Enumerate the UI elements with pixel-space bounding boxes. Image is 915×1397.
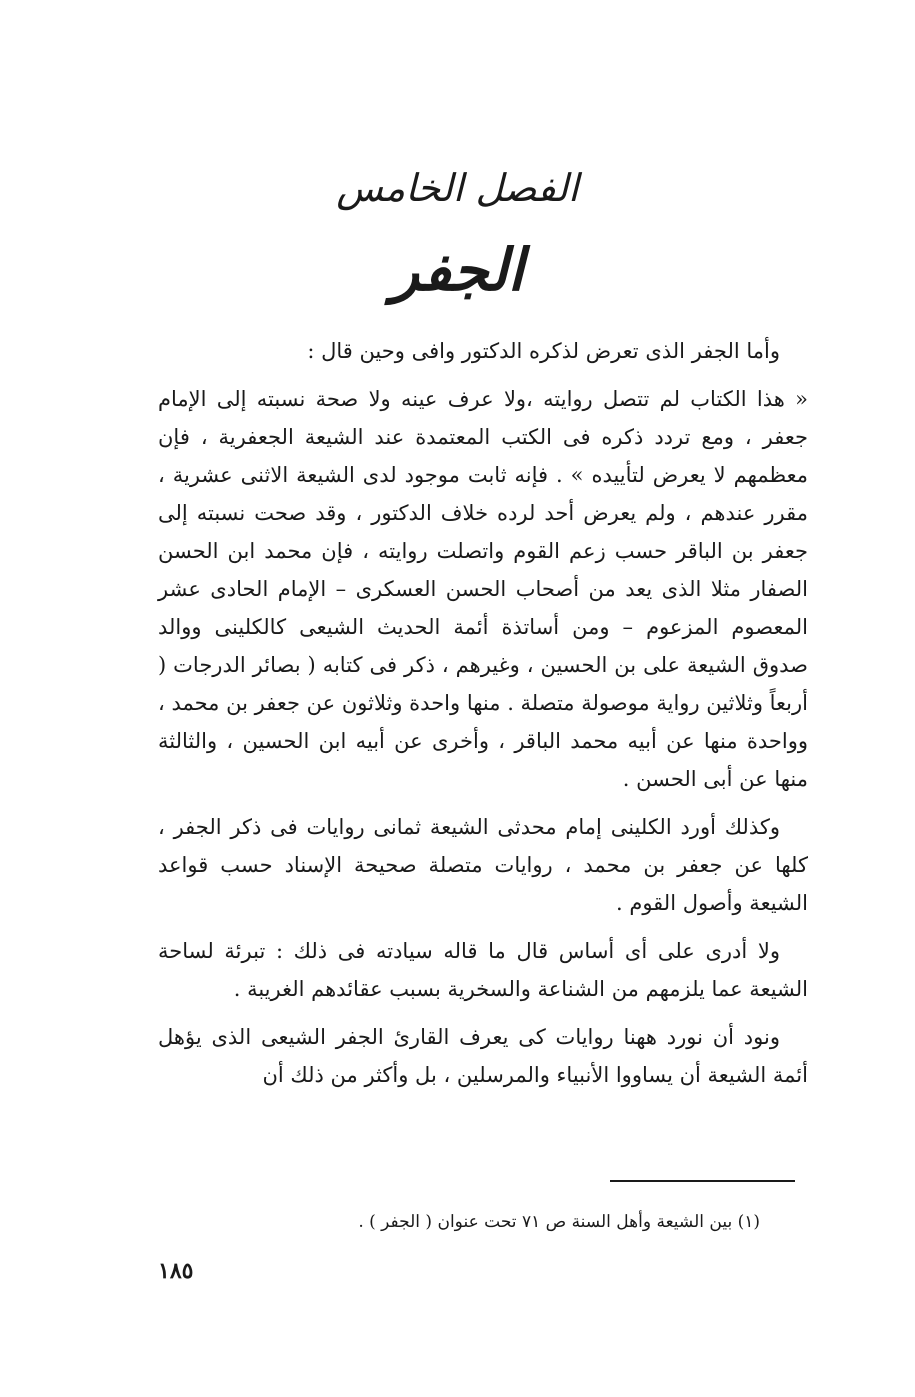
section-title: الجفر: [391, 236, 524, 304]
chapter-heading: الفصل الخامس: [336, 166, 579, 210]
body-text: [158, 332, 808, 1104]
paragraph-quote: « هذا الكتاب لم تتصل روايته ،ولا عرف عينه ولا صحة نسبته إلى الإمام جعفر ، ومع تردد ذكره فى الكتب المعتمدة عند الشيعة الجعفرية ، فإن معظمهم لا يعرض لتأييده » . فإنه ثابت موجود لدى الشيعة الاثنى عشرية ، مقرر عندهم ، ولم يعرض أحد لرده خلاف الدكتور ، وقد صحت نسبته إلى جعفر بن الباقر حسب زعم القوم واتصلت روايته ، فإن محمد ابن الحسن الصفار مثلا الذى يعد من أصحاب الحسن العسكرى – الإمام الحادى عشر المعصوم المزعوم – ومن أساتذة أئمة الحديث الشيعى كالكلينى ووالد صدوق الشيعة على بن الحسين ، وغيرهم ، ذكر فى كتابه ( بصائر الدرجات ( أربعاً وثلاثين رواية موصولة متصلة . منها واحدة وثلاثون عن جعفر بن محمد ، وواحدة منها عن أبيه محمد الباقر ، وأخرى عن أبيه ابن الحسين ، والثالثة منها عن أبى الحسن .: [158, 387, 809, 791]
page-number: ١٨٥: [158, 1258, 194, 1284]
footnote: (١) بين الشيعة وأهل السنة ص ٧١ تحت عنوان ( الجفر ) .: [358, 1212, 760, 1232]
paragraph-narrations: ونود أن نورد ههنا روايات كى يعرف القارئ الجفر الشيعى الذى يؤهل أئمة الشيعة أن يساووا الأنبياء والمرسلين ، بل وأكثر من ذلك أن: [158, 1025, 808, 1087]
paragraph-intro: وأما الجفر الذى تعرض لذكره الدكتور وافى وحين قال :: [307, 339, 780, 363]
paragraph-basis: ولا أدرى على أى أساس قال ما قاله سيادته فى ذلك : تبرئة لساحة الشيعة عما يلزمهم من الشناعة والسخرية بسبب عقائدهم الغريبة .: [158, 939, 808, 1001]
paragraph-kulayni: وكذلك أورد الكلينى إمام محدثى الشيعة ثمانى روايات فى ذكر الجفر ، كلها عن جعفر بن محمد ، روايات متصلة صحيحة الإسناد حسب قواعد الشيعة وأصول القوم .: [158, 815, 808, 915]
footnote-divider: [610, 1180, 795, 1182]
